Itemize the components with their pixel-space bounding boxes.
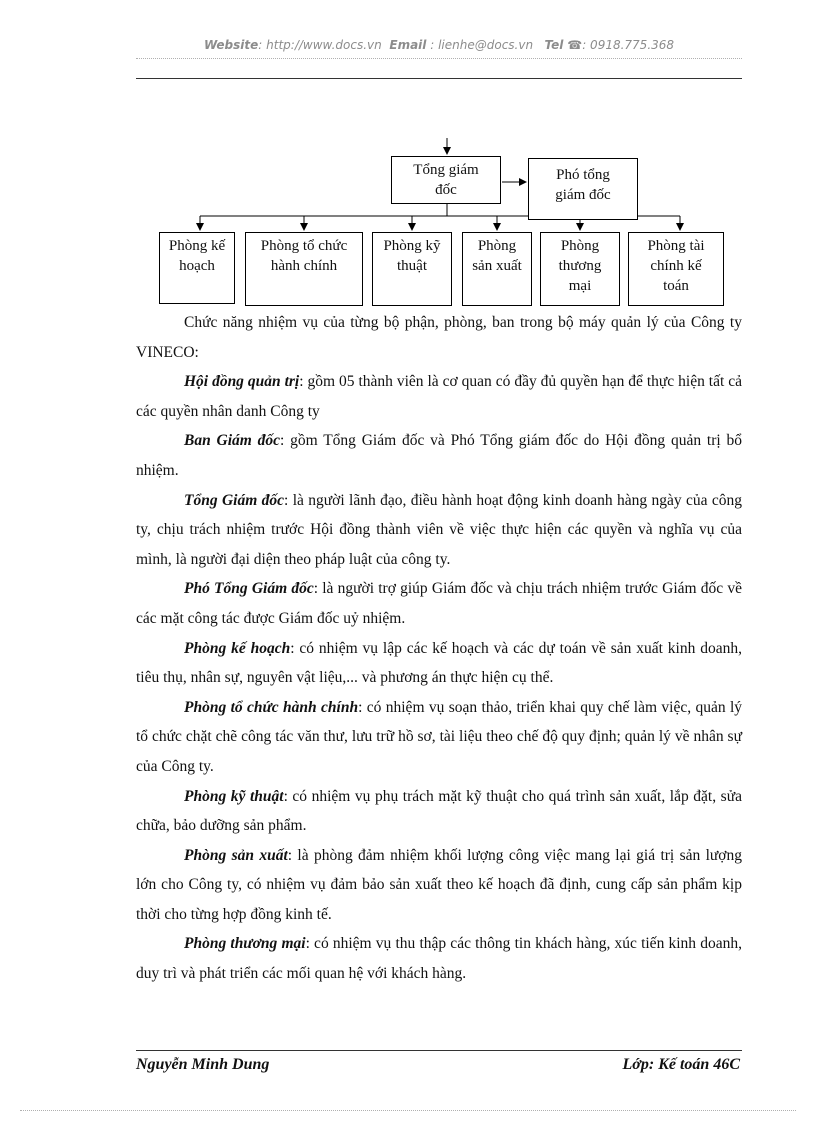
phone-icon: ☎ [567, 38, 583, 52]
item-text: : có nhiệm vụ soạn thảo, triển khai quy chế làm việc, quản lý tổ chức chặt chẽ công tác văn thư, lưu trữ hồ sơ, tài liệu theo chế độ quy định; quản lý về nhân sự của Công ty. [136, 698, 743, 775]
tel-value: : 0918.775.368 [582, 38, 675, 52]
item-paragraph [136, 367, 742, 426]
item-term: Phòng thương mại [184, 935, 306, 953]
department-box-production: Phòng sản xuất [462, 232, 532, 306]
footer-author: Nguyễn Minh Dung [136, 1056, 270, 1073]
footer-divider [136, 1050, 742, 1051]
item-term: Phòng kế hoạch [184, 639, 291, 657]
item-paragraph [136, 486, 742, 575]
footer-class: Lớp: Kế toán 46C [622, 1056, 740, 1073]
department-box-commerce: Phòng thương mại [540, 232, 620, 306]
item-term: Ban Giám đốc [184, 432, 281, 450]
item-paragraph [136, 426, 742, 485]
email-value[interactable]: : lienhe@docs.vn [430, 38, 534, 52]
item-text: : gồm 05 thành viên là cơ quan có đầy đủ quyền hạn để thực hiện tất cả các quyền nhân danh Công ty [136, 373, 742, 420]
page-footer [136, 1056, 742, 1074]
item-paragraph [136, 693, 742, 782]
deputy-box: Phó tổng giám đốc [528, 158, 638, 220]
item-text: : là phòng đảm nhiệm khối lượng công việc mang lại giá trị sản lượng lớn cho Công ty, có nhiệm vụ đảm bảo sản xuất theo kế hoạch đã định, cung cấp sản phẩm kịp thời cho từng hợp đồng kinh tế. [136, 846, 742, 923]
item-term: Tổng Giám đốc [184, 491, 285, 509]
body-text [136, 308, 742, 989]
item-term: Phòng tổ chức hành chính [184, 698, 359, 716]
item-paragraph [136, 574, 742, 633]
item-term: Phó Tổng Giám đốc [184, 580, 314, 598]
item-text: : là người lãnh đạo, điều hành hoạt động kinh doanh hàng ngày của công ty, chịu trách nhiệm trước Hội đồng thành viên về việc thực hiện các quyền và nghĩa vụ của mình, là người đại diện theo pháp luật của công ty. [136, 491, 742, 568]
department-box-technical: Phòng kỹ thuật [372, 232, 452, 306]
item-term: Phòng kỹ thuật [184, 787, 284, 805]
item-paragraph [136, 929, 742, 988]
tel-label: Tel [544, 38, 564, 52]
website-label: Website [203, 38, 259, 52]
website-url[interactable]: : http://www.docs.vn [258, 38, 382, 52]
item-paragraph [136, 782, 742, 841]
department-box-admin: Phòng tổ chức hành chính [245, 232, 363, 306]
item-text: : có nhiệm vụ phụ trách mặt kỹ thuật cho quá trình sản xuất, lắp đặt, sửa chữa, bảo dưỡng sản phẩm. [136, 787, 742, 835]
item-text: : có nhiệm vụ thu thập các thông tin khách hàng, xúc tiến kinh doanh, duy trì và phát triển các mối quan hệ với khách hàng. [136, 935, 742, 983]
item-text: : có nhiệm vụ lập các kế hoạch và các dự toán về sản xuất kinh doanh, tiêu thụ, nhân sự, nguyên vật liệu,... và phương án thực hiện cụ thể. [136, 639, 742, 687]
item-paragraph [136, 841, 742, 930]
page-bottom-divider [20, 1110, 796, 1111]
item-term: Phòng sản xuất [184, 846, 288, 864]
item-text: : là người trợ giúp Giám đốc và chịu trách nhiệm trước Giám đốc về các mặt công tác được Giám đốc uỷ nhiệm. [136, 580, 742, 627]
item-text: : gồm Tổng Giám đốc và Phó Tổng giám đốc do Hội đồng quản trị bổ nhiệm. [136, 432, 742, 479]
intro-paragraph: Chức năng nhiệm vụ của từng bộ phận, phòng, ban trong bộ máy quản lý của Công ty VINECO: [136, 314, 742, 361]
item-term: Hội đồng quản trị [184, 373, 300, 391]
department-box-planning: Phòng kế hoạch [159, 232, 235, 304]
department-box-finance: Phòng tài chính kế toán [628, 232, 724, 306]
ceo-box: Tổng giám đốc [391, 156, 501, 204]
email-label: Email [389, 38, 427, 52]
item-paragraph [136, 634, 742, 693]
